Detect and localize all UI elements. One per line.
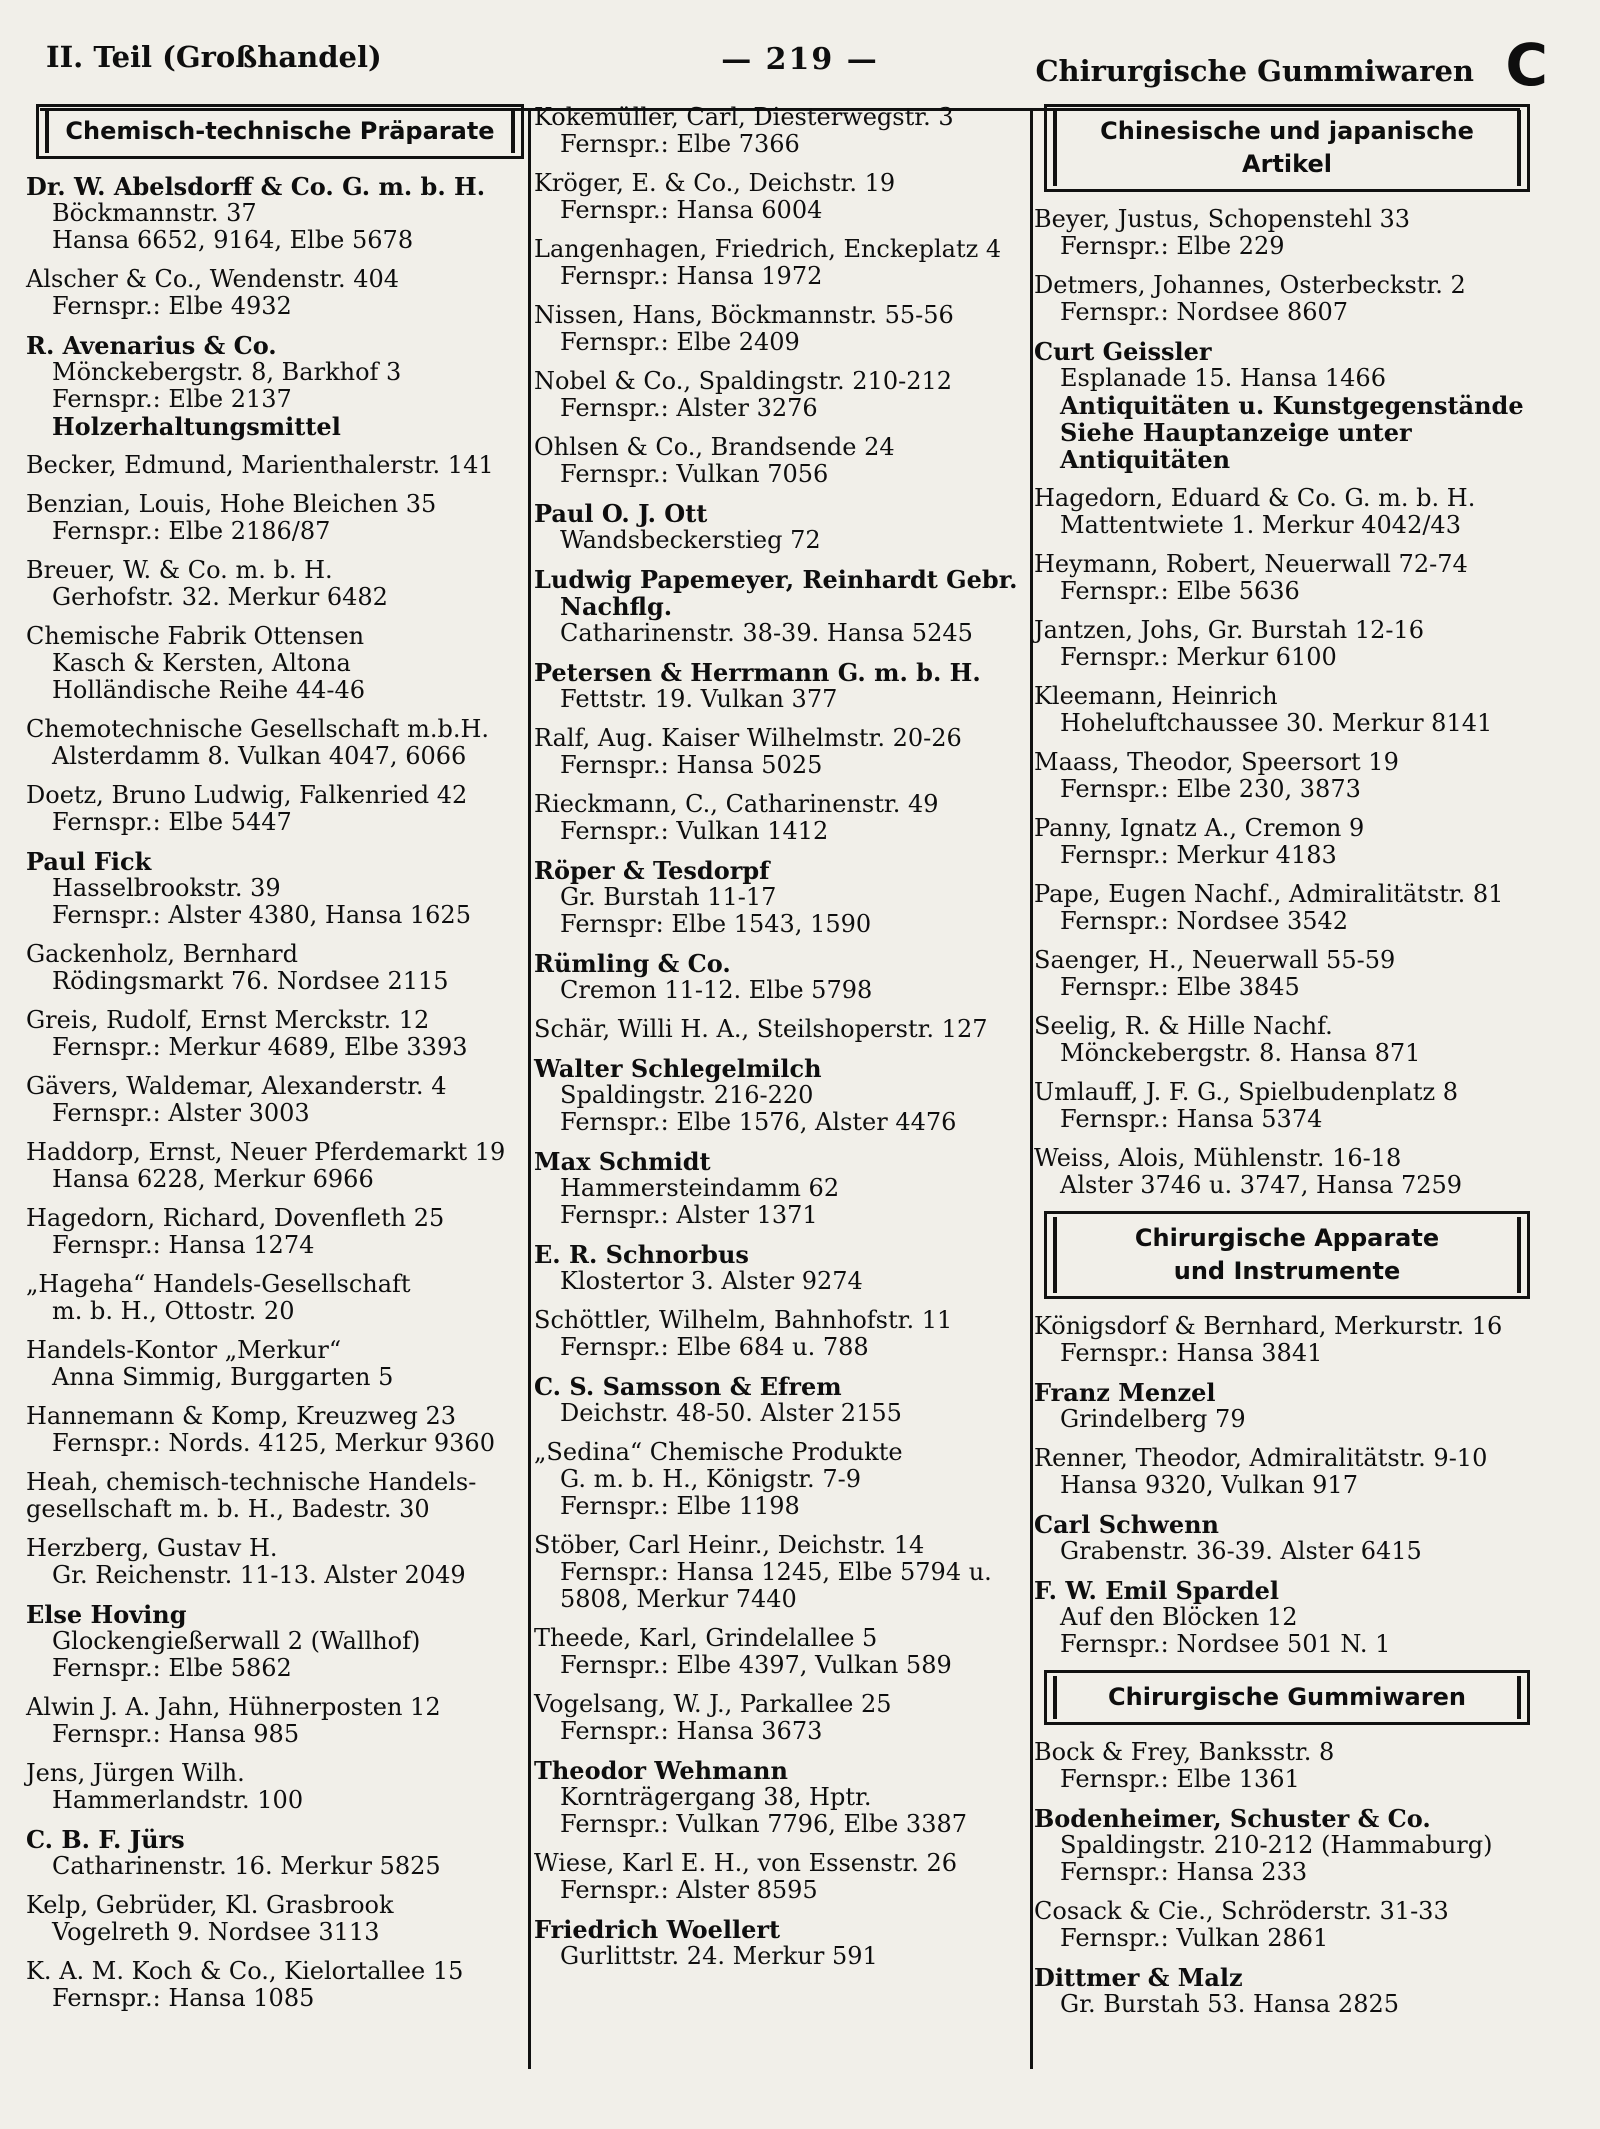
entry-detail: Kornträgergang 38, Hptr.	[560, 1783, 872, 1811]
entry-name: Kleemann, Heinrich	[1034, 682, 1278, 710]
entry-detail: Cremon 11-12. Elbe 5798	[560, 976, 873, 1004]
entry-name: Paul O. J. Ott	[534, 499, 708, 528]
entry-detail: Fernspr.: Elbe 4397, Vulkan 589	[560, 1651, 952, 1679]
directory-entry	[534, 1625, 1024, 1679]
entry-detail: 5808, Merkur 7440	[560, 1585, 797, 1613]
entry-name: Renner, Theodor, Admiralitätstr. 9-10	[1034, 1444, 1488, 1472]
section-heading-inner	[1053, 1217, 1521, 1293]
entry-name: Doetz, Bruno Ludwig, Falkenried 42	[26, 781, 468, 809]
directory-entry	[26, 1892, 528, 1946]
entry-name: Walter Schlegelmilch	[534, 1054, 822, 1083]
entry-name: Kokemüller, Carl, Diesterwegstr. 3	[534, 103, 954, 131]
entry-detail: Alsterdamm 8. Vulkan 4047, 6066	[52, 742, 467, 770]
entry-detail: Anna Simmig, Burggarten 5	[52, 1363, 394, 1391]
column-3	[1034, 104, 1534, 2119]
entry-detail: Fernspr.: Elbe 7366	[560, 130, 800, 158]
directory-entry	[1034, 749, 1534, 803]
entry-detail: Hammersteindamm 62	[560, 1174, 840, 1202]
entry-name: „Hageha“ Handels-Gesellschaft	[26, 1270, 411, 1298]
directory-entry	[534, 1307, 1024, 1361]
directory-entry	[1034, 272, 1534, 326]
column-2	[534, 104, 1024, 2119]
directory-entry	[1034, 1739, 1534, 1793]
entry-name: Bock & Frey, Banksstr. 8	[1034, 1738, 1335, 1766]
entry-name: Röper & Tesdorpf	[534, 856, 770, 885]
entry-name: Vogelsang, W. J., Parkallee 25	[534, 1690, 892, 1718]
running-head: Chirurgische Gummiwaren	[1035, 54, 1474, 88]
entry-detail: Alster 3746 u. 3747, Hansa 7259	[1060, 1171, 1463, 1199]
entry-name: Paul Fick	[26, 847, 152, 876]
directory-entry	[26, 1958, 528, 2012]
section-heading	[36, 104, 524, 159]
section-heading-inner	[45, 110, 515, 153]
directory-entry	[534, 302, 1024, 356]
entry-detail: Fernspr.: Elbe 4932	[52, 292, 292, 320]
entry-detail: Kasch & Kersten, Altona	[52, 649, 351, 677]
entry-name: Panny, Ignatz A., Cremon 9	[1034, 814, 1365, 842]
entry-name: Friedrich Woellert	[534, 1915, 781, 1944]
entry-name: C. S. Samsson & Efrem	[534, 1372, 842, 1401]
entry-name: Theede, Karl, Grindelallee 5	[534, 1624, 878, 1652]
section-title-line: Chirurgische Gummiwaren	[1108, 1683, 1466, 1711]
entry-detail: Fernspr.: Alster 1371	[560, 1201, 818, 1229]
entry-detail: Wandsbeckerstieg 72	[560, 526, 821, 554]
entry-detail: Mattentwiete 1. Merkur 4042/43	[1060, 511, 1461, 539]
page-number: — 219 —	[721, 42, 879, 77]
entry-detail: Antiquitäten u. Kunstgegenstände	[1060, 391, 1524, 420]
column-divider	[1030, 108, 1033, 2069]
entry-name: Heymann, Robert, Neuerwall 72-74	[1034, 550, 1468, 578]
entry-detail: Fernspr.: Vulkan 2861	[1060, 1924, 1329, 1952]
entry-detail: Fernspr.: Merkur 6100	[1060, 643, 1337, 671]
entry-name: Bodenheimer, Schuster & Co.	[1034, 1804, 1431, 1833]
entry-detail: Fernspr.: Alster 3003	[52, 1099, 310, 1127]
entry-name: Curt Geissler	[1034, 337, 1212, 366]
entry-name: Hagedorn, Eduard & Co. G. m. b. H.	[1034, 484, 1476, 512]
directory-entry	[26, 491, 528, 545]
directory-entry	[26, 1073, 528, 1127]
entry-detail: Fettstr. 19. Vulkan 377	[560, 685, 838, 713]
section-title-line: Chemisch-technische Präparate	[65, 117, 495, 145]
entry-detail: Fernspr.: Nordsee 501 N. 1	[1060, 1630, 1391, 1658]
directory-entry	[1034, 617, 1534, 671]
entry-name: Gackenholz, Bernhard	[26, 940, 298, 968]
directory-entry	[26, 452, 528, 479]
directory-entry	[26, 332, 528, 440]
entry-name: Wiese, Karl E. H., von Essenstr. 26	[534, 1849, 958, 1877]
directory-entry	[1034, 1805, 1534, 1886]
entry-detail: Fernspr.: Elbe 5636	[1060, 577, 1300, 605]
directory-entry	[26, 1337, 528, 1391]
directory-entry	[26, 848, 528, 929]
entry-name: R. Avenarius & Co.	[26, 331, 277, 360]
entry-detail: Nachflg.	[560, 592, 673, 621]
entry-detail: Fernspr.: Hansa 1972	[560, 262, 823, 290]
directory-entry	[26, 623, 528, 704]
entry-name: Nobel & Co., Spaldingstr. 210-212	[534, 367, 953, 395]
directory-entry	[26, 1271, 528, 1325]
entry-detail: Deichstr. 48-50. Alster 2155	[560, 1399, 902, 1427]
directory-entry	[534, 368, 1024, 422]
entry-detail: Fernspr.: Hansa 985	[52, 1720, 300, 1748]
directory-entry	[1034, 1964, 1534, 2018]
directory-entry	[1034, 338, 1534, 473]
entry-name: Haddorp, Ernst, Neuer Pferdemarkt 19	[26, 1138, 506, 1166]
entry-detail: Esplanade 15. Hansa 1466	[1060, 364, 1386, 392]
directory-entry	[1034, 815, 1534, 869]
entry-name: Hagedorn, Richard, Dovenfleth 25	[26, 1204, 445, 1232]
entry-detail: Fernspr.: Elbe 2409	[560, 328, 800, 356]
entry-name: Dr. W. Abelsdorff & Co. G. m. b. H.	[26, 172, 486, 201]
entry-detail: Fernspr.: Nordsee 3542	[1060, 907, 1349, 935]
directory-entry	[1034, 485, 1534, 539]
column-divider	[528, 108, 531, 2069]
entry-name: Max Schmidt	[534, 1147, 711, 1176]
entry-name: C. B. F. Jürs	[26, 1825, 185, 1854]
entry-name: Nissen, Hans, Böckmannstr. 55-56	[534, 301, 954, 329]
directory-entry	[1034, 1313, 1534, 1367]
column-1	[26, 104, 528, 2119]
directory-entry	[534, 950, 1024, 1004]
entry-detail: Gr. Burstah 53. Hansa 2825	[1060, 1990, 1400, 2018]
entry-name: Carl Schwenn	[1034, 1510, 1219, 1539]
entry-detail: Fernspr.: Nords. 4125, Merkur 9360	[52, 1429, 495, 1457]
entry-detail: Vogelreth 9. Nordsee 3113	[52, 1918, 380, 1946]
entry-detail: gesellschaft m. b. H., Badestr. 30	[26, 1495, 430, 1523]
entry-name: Greis, Rudolf, Ernst Merckstr. 12	[26, 1006, 430, 1034]
directory-entry	[1034, 1577, 1534, 1658]
entry-detail: Fernspr.: Elbe 5447	[52, 808, 292, 836]
entry-detail: Fernspr.: Nordsee 8607	[1060, 298, 1349, 326]
entry-detail: Hansa 6652, 9164, Elbe 5678	[52, 226, 414, 254]
entry-name: Gävers, Waldemar, Alexanderstr. 4	[26, 1072, 447, 1100]
directory-entry	[534, 566, 1024, 647]
directory-entry	[534, 1757, 1024, 1838]
entry-name: Kelp, Gebrüder, Kl. Grasbrook	[26, 1891, 394, 1919]
entry-detail: Fernspr.: Elbe 5862	[52, 1654, 292, 1682]
entry-detail: Fernspr.: Elbe 229	[1060, 232, 1285, 260]
entry-name: Franz Menzel	[1034, 1378, 1216, 1407]
entry-name: Königsdorf & Bernhard, Merkurstr. 16	[1034, 1312, 1503, 1340]
directory-entry	[26, 1694, 528, 1748]
entry-detail: Fernspr.: Hansa 5374	[1060, 1105, 1323, 1133]
entry-detail: Klostertor 3. Alster 9274	[560, 1267, 863, 1295]
directory-entry	[534, 500, 1024, 554]
directory-entry	[534, 659, 1024, 713]
entry-detail: Hansa 9320, Vulkan 917	[1060, 1471, 1358, 1499]
entry-detail: Hammerlandstr. 100	[52, 1786, 304, 1814]
directory-entry	[534, 1439, 1024, 1520]
entry-detail: Grindelberg 79	[1060, 1405, 1246, 1433]
entry-detail: Fernspr.: Merkur 4183	[1060, 841, 1337, 869]
entry-detail: Fernspr.: Vulkan 1412	[560, 817, 829, 845]
directory-entry	[534, 725, 1024, 779]
entry-detail: Fernspr.: Hansa 3841	[1060, 1339, 1323, 1367]
entry-name: Becker, Edmund, Marienthalerstr. 141	[26, 451, 494, 479]
entry-name: Jantzen, Johs, Gr. Burstah 12-16	[1034, 616, 1425, 644]
entry-name: Heah, chemisch-technische Handels-	[26, 1468, 477, 1496]
directory-entry	[1034, 1145, 1534, 1199]
entry-detail: Fernspr.: Hansa 233	[1060, 1858, 1308, 1886]
entry-name: Herzberg, Gustav H.	[26, 1534, 278, 1562]
entry-name: Umlauff, J. F. G., Spielbudenplatz 8	[1034, 1078, 1459, 1106]
entry-detail: Fernspr.: Vulkan 7796, Elbe 3387	[560, 1810, 968, 1838]
directory-entry	[1034, 947, 1534, 1001]
directory-entry	[1034, 206, 1534, 260]
entry-name: Seelig, R. & Hille Nachf.	[1034, 1012, 1333, 1040]
entry-detail: Grabenstr. 36-39. Alster 6415	[1060, 1537, 1422, 1565]
entry-name: Kröger, E. & Co., Deichstr. 19	[534, 169, 896, 197]
directory-entry	[26, 941, 528, 995]
entry-name: Ralf, Aug. Kaiser Wilhelmstr. 20-26	[534, 724, 962, 752]
entry-detail: Fernspr.: Alster 4380, Hansa 1625	[52, 901, 471, 929]
directory-entry	[26, 1139, 528, 1193]
entry-detail: Fernspr.: Elbe 1361	[1060, 1765, 1300, 1793]
directory-entry	[1034, 551, 1534, 605]
entry-name: Cosack & Cie., Schröderstr. 31-33	[1034, 1897, 1449, 1925]
entry-detail: Gr. Burstah 11-17	[560, 883, 777, 911]
directory-entry	[534, 434, 1024, 488]
directory-entry	[534, 1016, 1024, 1043]
directory-entry	[1034, 1013, 1534, 1067]
part-title: II. Teil (Großhandel)	[46, 40, 382, 74]
section-title-line: Artikel	[1242, 150, 1332, 178]
entry-name: Chemotechnische Gesellschaft m.b.H.	[26, 715, 490, 743]
entry-detail: Fernspr.: Vulkan 7056	[560, 460, 829, 488]
directory-entry	[534, 1691, 1024, 1745]
section-heading	[1044, 1670, 1530, 1725]
entry-name: E. R. Schnorbus	[534, 1240, 749, 1269]
entry-detail: Fernspr.: Hansa 6004	[560, 196, 823, 224]
directory-entry	[26, 557, 528, 611]
entry-detail: Rödingsmarkt 76. Nordsee 2115	[52, 967, 449, 995]
entry-name: Benzian, Louis, Hohe Bleichen 35	[26, 490, 437, 518]
entry-name: Ludwig Papemeyer, Reinhardt Gebr.	[534, 565, 1018, 594]
directory-entry	[26, 1403, 528, 1457]
entry-name: Breuer, W. & Co. m. b. H.	[26, 556, 333, 584]
directory-entry	[26, 782, 528, 836]
entry-detail: Antiquitäten	[1060, 445, 1231, 474]
directory-entry	[26, 716, 528, 770]
page-header	[40, 31, 1560, 99]
entry-detail: Glockengießerwall 2 (Wallhof)	[52, 1627, 421, 1655]
directory-entry	[534, 1532, 1024, 1613]
directory-entry	[26, 1535, 528, 1589]
entry-detail: Fernspr.: Elbe 3845	[1060, 973, 1300, 1001]
directory-entry	[534, 1055, 1024, 1136]
entry-detail: Fernspr.: Elbe 684 u. 788	[560, 1333, 869, 1361]
directory-entry	[26, 1469, 528, 1523]
entry-detail: Fernspr.: Elbe 1576, Alster 4476	[560, 1108, 957, 1136]
directory-entry	[534, 170, 1024, 224]
directory-entry	[1034, 1898, 1534, 1952]
entry-name: Detmers, Johannes, Osterbeckstr. 2	[1034, 271, 1466, 299]
entry-detail: Holzerhaltungsmittel	[52, 412, 341, 441]
entry-detail: Holländische Reihe 44-46	[52, 676, 366, 704]
entry-detail: Catharinenstr. 16. Merkur 5825	[52, 1852, 441, 1880]
entry-detail: Fernspr.: Hansa 1274	[52, 1231, 315, 1259]
section-title-line: und Instrumente	[1173, 1257, 1401, 1285]
entry-detail: Spaldingstr. 216-220	[560, 1081, 814, 1109]
entry-detail: Fernspr.: Elbe 2186/87	[52, 517, 331, 545]
entry-name: Handels-Kontor „Merkur“	[26, 1336, 342, 1364]
entry-detail: Fernspr.: Hansa 5025	[560, 751, 823, 779]
entry-name: Rieckmann, C., Catharinenstr. 49	[534, 790, 939, 818]
directory-entry	[534, 791, 1024, 845]
section-heading-inner	[1053, 1676, 1521, 1719]
directory-entry	[534, 104, 1024, 158]
index-letter: C	[1505, 31, 1548, 99]
entry-detail: Mönckebergstr. 8, Barkhof 3	[52, 358, 402, 386]
section-heading-inner	[1053, 110, 1521, 186]
directory-entry	[26, 266, 528, 320]
entry-name: Chemische Fabrik Ottensen	[26, 622, 365, 650]
entry-detail: Hoheluftchaussee 30. Merkur 8141	[1060, 709, 1493, 737]
directory-entry	[534, 857, 1024, 938]
entry-detail: Fernspr.: Hansa 1245, Elbe 5794 u.	[560, 1558, 992, 1586]
entry-detail: Auf den Blöcken 12	[1060, 1603, 1298, 1631]
directory-entry	[26, 1205, 528, 1259]
entry-detail: Hasselbrookstr. 39	[52, 874, 281, 902]
entry-name: Schöttler, Wilhelm, Bahnhofstr. 11	[534, 1306, 953, 1334]
directory-entry	[26, 173, 528, 254]
entry-name: Weiss, Alois, Mühlenstr. 16-18	[1034, 1144, 1402, 1172]
entry-name: Petersen & Herrmann G. m. b. H.	[534, 658, 981, 687]
directory-entry	[1034, 1445, 1534, 1499]
entry-name: Maass, Theodor, Speersort 19	[1034, 748, 1399, 776]
directory-entry	[26, 1826, 528, 1880]
entry-name: Dittmer & Malz	[1034, 1963, 1243, 1992]
entry-name: Else Hoving	[26, 1600, 187, 1629]
entry-name: Ohlsen & Co., Brandsende 24	[534, 433, 895, 461]
entry-name: Schär, Willi H. A., Steilshoperstr. 127	[534, 1015, 988, 1043]
entry-detail: Spaldingstr. 210-212 (Hammaburg)	[1060, 1831, 1493, 1859]
entry-name: „Sedina“ Chemische Produkte	[534, 1438, 903, 1466]
entry-detail: Fernspr.: Merkur 4689, Elbe 3393	[52, 1033, 468, 1061]
entry-name: Pape, Eugen Nachf., Admiralitätstr. 81	[1034, 880, 1504, 908]
section-title-line: Chirurgische Apparate	[1134, 1224, 1440, 1252]
entry-name: Theodor Wehmann	[534, 1756, 788, 1785]
directory-entry	[26, 1007, 528, 1061]
entry-detail: Siehe Hauptanzeige unter	[1060, 418, 1412, 447]
directory-entry	[26, 1760, 528, 1814]
entry-detail: G. m. b. H., Königstr. 7-9	[560, 1465, 861, 1493]
directory-entry	[1034, 1079, 1534, 1133]
entry-detail: Mönckebergstr. 8. Hansa 871	[1060, 1039, 1421, 1067]
directory-entry	[534, 1241, 1024, 1295]
section-heading	[1044, 1211, 1530, 1299]
entry-detail: Fernspr.: Elbe 1198	[560, 1492, 800, 1520]
entry-detail: Gr. Reichenstr. 11-13. Alster 2049	[52, 1561, 466, 1589]
directory-entry	[534, 1916, 1024, 1970]
entry-name: Langenhagen, Friedrich, Enckeplatz 4	[534, 235, 1002, 263]
entry-name: Alscher & Co., Wendenstr. 404	[26, 265, 400, 293]
entry-name: Saenger, H., Neuerwall 55-59	[1034, 946, 1396, 974]
entry-detail: Fernspr.: Hansa 1085	[52, 1984, 315, 2012]
entry-name: Rümling & Co.	[534, 949, 731, 978]
entry-detail: Fernspr.: Elbe 2137	[52, 385, 292, 413]
entry-detail: Fernspr.: Alster 8595	[560, 1876, 818, 1904]
entry-detail: m. b. H., Ottostr. 20	[52, 1297, 295, 1325]
entry-name: Jens, Jürgen Wilh.	[26, 1759, 245, 1787]
directory-entry	[1034, 1511, 1534, 1565]
section-title-line: Chinesische und japanische	[1100, 117, 1474, 145]
entry-name: F. W. Emil Spardel	[1034, 1576, 1280, 1605]
directory-entry	[534, 236, 1024, 290]
directory-entry	[534, 1850, 1024, 1904]
entry-name: Beyer, Justus, Schopenstehl 33	[1034, 205, 1411, 233]
section-heading	[1044, 104, 1530, 192]
entry-detail: Fernspr.: Hansa 3673	[560, 1717, 823, 1745]
entry-detail: Fernspr.: Alster 3276	[560, 394, 818, 422]
entry-name: Hannemann & Komp, Kreuzweg 23	[26, 1402, 457, 1430]
entry-name: Alwin J. A. Jahn, Hühnerposten 12	[26, 1693, 441, 1721]
directory-entry	[26, 1601, 528, 1682]
directory-entry	[534, 1148, 1024, 1229]
directory-entry	[534, 1373, 1024, 1427]
directory-entry	[1034, 881, 1534, 935]
entry-detail: Böckmannstr. 37	[52, 199, 257, 227]
entry-detail: Hansa 6228, Merkur 6966	[52, 1165, 374, 1193]
directory-entry	[1034, 1379, 1534, 1433]
entry-detail: Gerhofstr. 32. Merkur 6482	[52, 583, 388, 611]
entry-detail: Fernspr.: Elbe 230, 3873	[1060, 775, 1361, 803]
entry-detail: Catharinenstr. 38-39. Hansa 5245	[560, 619, 973, 647]
directory-entry	[1034, 683, 1534, 737]
entry-detail: Fernspr: Elbe 1543, 1590	[560, 910, 872, 938]
entry-name: Stöber, Carl Heinr., Deichstr. 14	[534, 1531, 925, 1559]
entry-name: K. A. M. Koch & Co., Kielortallee 15	[26, 1957, 464, 1985]
entry-detail: Gurlittstr. 24. Merkur 591	[560, 1942, 878, 1970]
